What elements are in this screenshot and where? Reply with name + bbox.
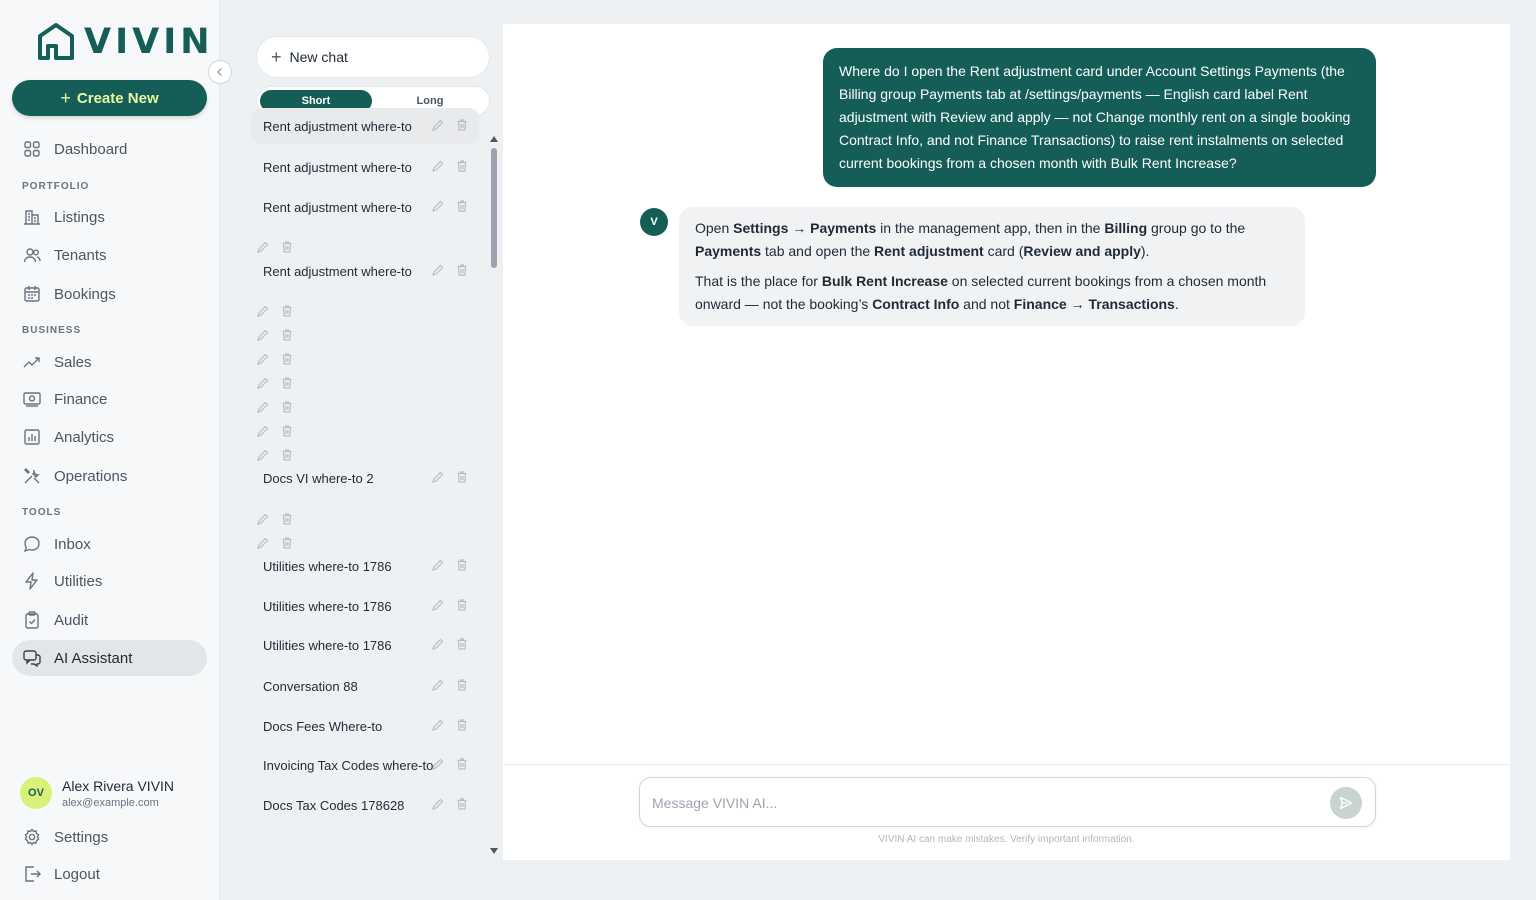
conversation-item[interactable] <box>251 253 479 289</box>
nav-sales[interactable] <box>12 344 207 380</box>
user-profile[interactable] <box>20 777 174 809</box>
nav-ai-assistant-label: AI Assistant <box>54 649 133 667</box>
conversation-actions-row <box>256 424 294 443</box>
edit-icon[interactable] <box>256 304 270 323</box>
nav-operations[interactable] <box>12 458 207 494</box>
conversation-actions <box>431 757 469 774</box>
trash-icon[interactable] <box>455 199 469 216</box>
nav-listings[interactable] <box>12 199 207 235</box>
trash-icon[interactable] <box>455 678 469 695</box>
conversation-title: Utilities where-to 1786 <box>263 558 392 574</box>
conversation-actions <box>431 797 469 814</box>
trash-icon[interactable] <box>455 757 469 774</box>
edit-icon[interactable] <box>256 328 270 347</box>
conversation-item[interactable] <box>251 189 479 225</box>
conversation-actions <box>431 718 469 735</box>
conversation-item[interactable] <box>251 747 479 783</box>
section-business: BUSINESS <box>22 325 82 336</box>
conversation-actions <box>431 678 469 695</box>
conversation-item[interactable] <box>251 627 479 663</box>
assistant-message <box>679 207 1305 326</box>
trash-icon[interactable] <box>280 304 294 323</box>
lightning-icon <box>22 571 42 591</box>
buildings-icon <box>22 207 42 227</box>
nav-operations-label: Operations <box>54 467 128 485</box>
edit-icon[interactable] <box>431 678 445 695</box>
user-name: Alex Rivera VIVIN <box>62 777 175 794</box>
edit-icon[interactable] <box>431 199 445 216</box>
conversation-title: Conversation 88 <box>263 678 358 694</box>
conversation-title: Rent adjustment where-to <box>263 263 412 279</box>
trash-icon[interactable] <box>455 718 469 735</box>
plus-icon: + <box>271 46 282 67</box>
trash-icon[interactable] <box>280 512 294 531</box>
scroll-up-arrow[interactable] <box>490 136 498 142</box>
conversation-title: Rent adjustment where-to <box>263 159 412 175</box>
sidebar <box>0 0 220 900</box>
trash-icon[interactable] <box>455 159 469 176</box>
conversation-actions <box>431 159 469 176</box>
send-icon <box>1339 796 1353 810</box>
user-email: alex@example.com <box>62 796 159 809</box>
conversation-actions <box>431 558 469 575</box>
conversation-title: Rent adjustment where-to <box>263 199 412 215</box>
edit-icon[interactable] <box>431 263 445 280</box>
edit-icon[interactable] <box>431 718 445 735</box>
conversation-title: Rent adjustment where-to <box>263 118 412 134</box>
chevron-left-icon <box>215 67 225 77</box>
conversation-item[interactable] <box>251 108 479 144</box>
nav-logout-label: Logout <box>54 865 100 883</box>
nav-audit-label: Audit <box>54 611 89 629</box>
composer-divider <box>503 764 1510 765</box>
edit-icon[interactable] <box>431 757 445 774</box>
trash-icon[interactable] <box>455 118 469 135</box>
house-logo-icon <box>36 22 76 62</box>
assistant-paragraph-2: That is the place for Bulk Rent Increase on selected current bookings from a chosen month onward — not the booking’s Contract Info and not Finance → Transactions. <box>695 273 1267 312</box>
trash-icon[interactable] <box>455 637 469 654</box>
conversation-title: Docs Tax Codes 178628 <box>263 797 405 813</box>
trash-icon[interactable] <box>280 328 294 347</box>
finance-icon <box>22 389 42 409</box>
nav-finance[interactable] <box>12 381 207 417</box>
conversation-list <box>244 118 484 860</box>
nav-ai-assistant[interactable] <box>12 640 207 676</box>
conversation-title: Utilities where-to 1786 <box>263 598 392 614</box>
conversation-actions <box>431 598 469 615</box>
assistant-paragraph-1: Open Settings → Payments in the management app, then in the Billing group go to the Payments tab and open the Rent adjustment card (Review and apply). <box>695 220 1246 259</box>
bar-chart-icon <box>22 427 42 447</box>
trash-icon[interactable] <box>280 376 294 395</box>
section-tools: TOOLS <box>22 507 62 518</box>
chat-area <box>503 24 1510 860</box>
calendar-icon <box>22 284 42 304</box>
nav-tenants-label: Tenants <box>54 246 107 264</box>
trash-icon[interactable] <box>455 470 469 487</box>
collapse-sidebar-button[interactable] <box>208 60 232 84</box>
user-message: Where do I open the Rent adjustment card under Account Settings Payments (the Billing group Payments tab at /settings/payments — English card label Rent adjustment with Review and apply — not Change monthly rent on a single booking Contract Info, and not Finance Transactions) to raise rent instalments on selected current bookings from a chosen month with Bulk Rent Increase? <box>823 48 1376 187</box>
new-chat-button[interactable] <box>256 36 490 78</box>
conversation-actions-row <box>256 328 294 347</box>
edit-icon[interactable] <box>256 424 270 443</box>
trash-icon[interactable] <box>280 424 294 443</box>
clipboard-check-icon <box>22 610 42 630</box>
edit-icon[interactable] <box>256 376 270 395</box>
trash-icon[interactable] <box>455 598 469 615</box>
trash-icon[interactable] <box>455 263 469 280</box>
conversation-actions-row <box>256 304 294 323</box>
trash-icon[interactable] <box>455 558 469 575</box>
conversation-item[interactable] <box>251 588 479 624</box>
chat-bubbles-icon <box>22 648 42 668</box>
conversation-item[interactable] <box>251 668 479 704</box>
message-circle-icon <box>22 534 42 554</box>
nav-finance-label: Finance <box>54 390 108 408</box>
conversation-actions-row <box>256 400 294 419</box>
edit-icon[interactable] <box>256 400 270 419</box>
conversation-title: Utilities where-to 1786 <box>263 637 392 653</box>
scrollbar[interactable] <box>490 136 498 854</box>
assistant-avatar: V <box>640 208 668 236</box>
conversation-item[interactable] <box>251 787 479 823</box>
nav-settings-label: Settings <box>54 828 109 846</box>
scroll-thumb[interactable] <box>491 148 497 268</box>
edit-icon[interactable] <box>256 512 270 531</box>
trash-icon[interactable] <box>280 400 294 419</box>
tools-icon <box>22 466 42 486</box>
gear-icon <box>22 827 42 847</box>
trash-icon[interactable] <box>455 797 469 814</box>
nav-analytics[interactable] <box>12 419 207 455</box>
trash-icon[interactable] <box>280 352 294 371</box>
conversation-item[interactable] <box>251 548 479 584</box>
nav-utilities[interactable] <box>12 563 207 599</box>
create-new-label: Create New <box>76 89 159 107</box>
nav-bookings-label: Bookings <box>54 285 116 303</box>
toggle-short[interactable]: Short <box>260 90 372 112</box>
plus-icon: + <box>60 87 71 108</box>
nav-analytics-label: Analytics <box>54 428 115 446</box>
conversation-actions-row <box>256 352 294 371</box>
message-composer <box>639 777 1376 827</box>
send-button[interactable] <box>1330 787 1362 819</box>
conversation-actions <box>431 637 469 654</box>
edit-icon[interactable] <box>431 159 445 176</box>
conversation-actions <box>431 470 469 487</box>
message-input[interactable] <box>652 791 1312 815</box>
edit-icon[interactable] <box>431 598 445 615</box>
edit-icon[interactable] <box>431 637 445 654</box>
conversation-actions-row <box>256 512 294 531</box>
edit-icon[interactable] <box>431 797 445 814</box>
toggle-long[interactable]: Long <box>416 95 444 107</box>
conversation-title: Invoicing Tax Codes where-to <box>263 757 434 773</box>
trending-up-icon <box>22 352 42 372</box>
avatar: OV <box>20 777 52 809</box>
disclaimer: VIVIN AI can make mistakes. Verify important information. <box>878 834 1135 845</box>
nav-utilities-label: Utilities <box>54 572 103 590</box>
conversation-item[interactable] <box>251 149 479 185</box>
edit-icon[interactable] <box>431 558 445 575</box>
edit-icon[interactable] <box>431 118 445 135</box>
conversation-item[interactable] <box>251 460 479 496</box>
nav-bookings[interactable] <box>12 276 207 312</box>
scroll-down-arrow[interactable] <box>490 848 498 854</box>
conversation-title: Docs Fees Where-to <box>263 718 383 734</box>
nav-dashboard[interactable] <box>12 131 207 167</box>
nav-logout[interactable] <box>12 856 207 892</box>
conversation-panel <box>244 24 502 860</box>
section-portfolio: PORTFOLIO <box>22 181 90 192</box>
nav-audit[interactable] <box>12 602 207 638</box>
logo[interactable] <box>36 22 214 62</box>
edit-icon[interactable] <box>431 470 445 487</box>
dashboard-icon <box>22 139 42 159</box>
create-new-button[interactable] <box>12 80 207 116</box>
nav-inbox[interactable] <box>12 526 207 562</box>
nav-sales-label: Sales <box>54 353 92 371</box>
nav-inbox-label: Inbox <box>54 535 91 553</box>
conversation-actions <box>431 199 469 216</box>
conversation-actions <box>431 263 469 280</box>
users-icon <box>22 245 42 265</box>
nav-settings[interactable] <box>12 819 207 855</box>
nav-tenants[interactable] <box>12 237 207 273</box>
conversation-item[interactable] <box>251 708 479 744</box>
logout-icon <box>22 864 42 884</box>
logo-text: VIVIN <box>84 22 214 62</box>
nav-dashboard-label: Dashboard <box>54 140 128 158</box>
new-chat-label: New chat <box>289 49 348 65</box>
conversation-title: Docs VI where-to 2 <box>263 470 374 486</box>
nav-listings-label: Listings <box>54 208 105 226</box>
edit-icon[interactable] <box>256 352 270 371</box>
conversation-actions <box>431 118 469 135</box>
conversation-actions-row <box>256 376 294 395</box>
